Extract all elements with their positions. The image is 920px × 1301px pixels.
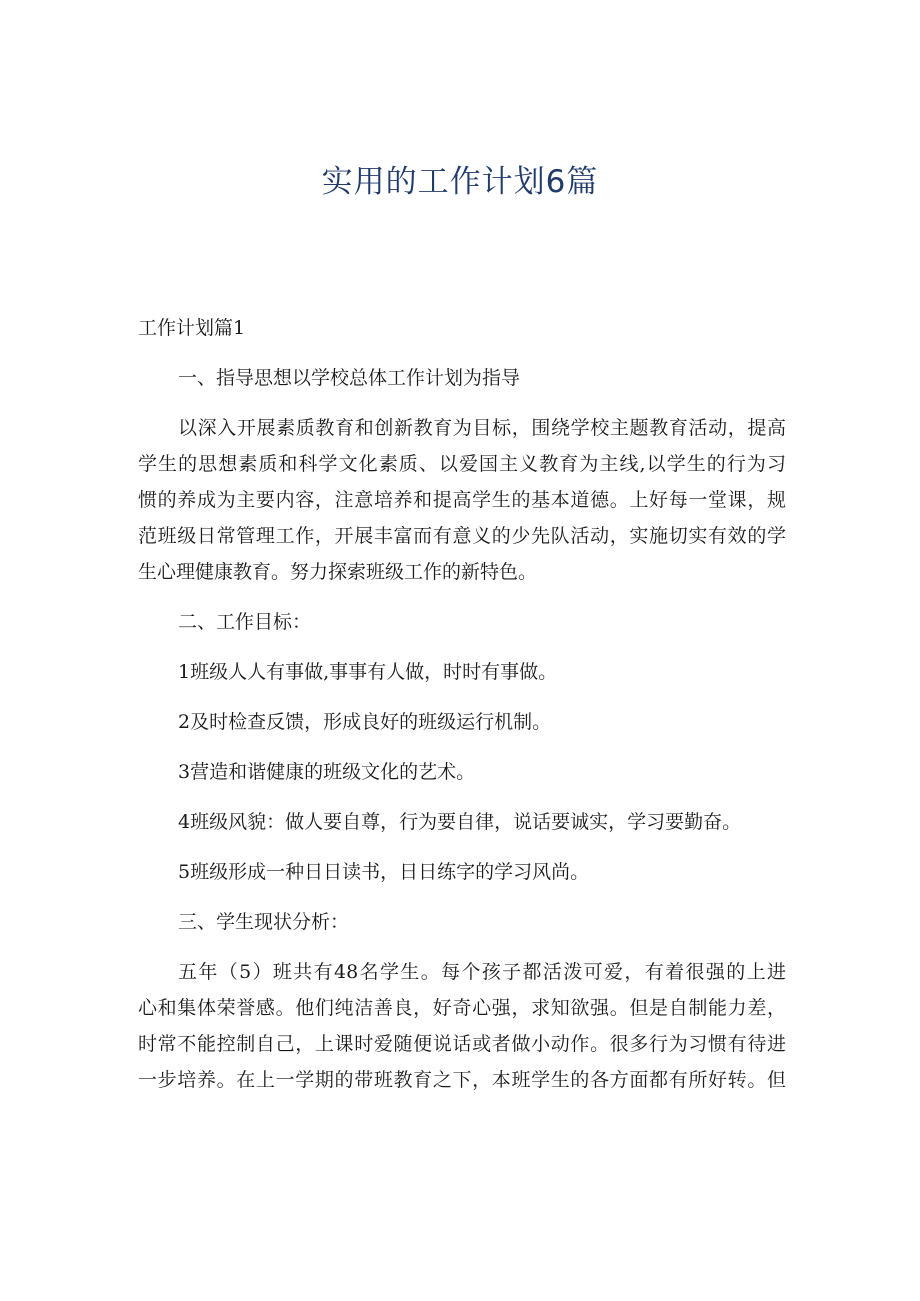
paragraph-line: 惯的养成为主要内容，注意培养和提高学生的基本道德。上好每一堂课，规 — [138, 489, 786, 511]
paragraph-line: 时常不能控制自己，上课时爱随便说话或者做小动作。很多行为习惯有待进 — [138, 1033, 786, 1055]
paragraph-student-analysis — [138, 954, 786, 1098]
paragraph-line: 五年（5）班共有48名学生。每个孩子都活泼可爱，有着很强的上进 — [178, 961, 786, 983]
paragraph-line: 学生的思想素质和科学文化素质、以爱国主义教育为主线,以学生的行为习 — [138, 453, 786, 475]
document-body — [138, 310, 786, 1098]
goal-item: 4班级风貌：做人要自尊，行为要自律，说话要诚实，学习要勤奋。 — [178, 811, 742, 833]
paragraph-line: 心和集体荣誉感。他们纯洁善良，好奇心强，求知欲强。但是自制能力差， — [138, 997, 786, 1019]
section-heading: 工作计划篇1 — [138, 317, 246, 339]
heading-student-analysis: 三、学生现状分析： — [178, 911, 350, 933]
paragraph-line: 以深入开展素质教育和创新教育为目标，围绕学校主题教育活动，提高 — [178, 417, 786, 439]
goal-item: 1班级人人有事做,事事有人做，时时有事做。 — [178, 661, 558, 683]
paragraph-guiding-ideology — [138, 410, 786, 590]
paragraph-line: 范班级日常管理工作，开展丰富而有意义的少先队活动，实施切实有效的学 — [138, 525, 786, 547]
goal-item: 5班级形成一种日日读书，日日练字的学习风尚。 — [178, 861, 590, 883]
paragraph-line: 生心理健康教育。努力探索班级工作的新特色。 — [138, 561, 538, 583]
paragraph-line: 一步培养。在上一学期的带班教育之下，本班学生的各方面都有所好转。但 — [138, 1069, 786, 1091]
goal-item: 3营造和谐健康的班级文化的艺术。 — [178, 761, 476, 783]
heading-work-goals: 二、工作目标： — [178, 611, 312, 633]
heading-guiding-ideology: 一、指导思想以学校总体工作计划为指导 — [178, 367, 521, 389]
goal-item: 2及时检查反馈，形成良好的班级运行机制。 — [178, 711, 552, 733]
document-title: 实用的工作计划6篇 — [321, 164, 599, 200]
